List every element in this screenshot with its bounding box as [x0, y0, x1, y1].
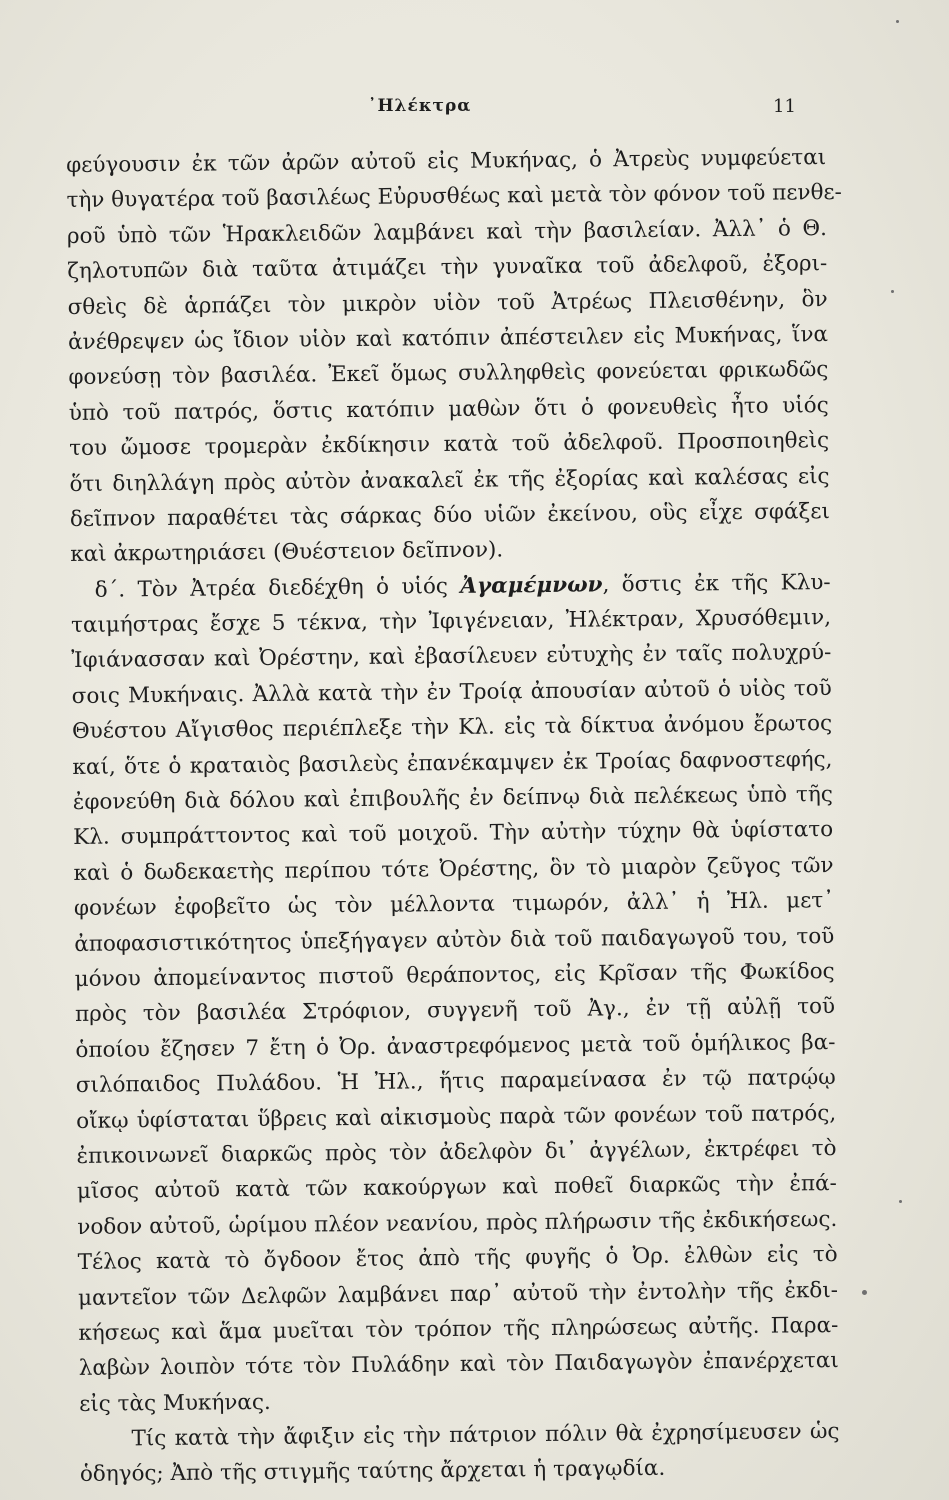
body-text	[66, 140, 843, 1493]
text-line: ταιμήστρας ἔσχε 5 τέκνα, τὴν Ἰφιγένειαν, Ἠλέκτραν, Χρυσόθεμιν,	[70, 605, 832, 639]
ink-speck	[896, 20, 899, 23]
text-line: σιλόπαιδος Πυλάδου. Ἡ Ἠλ., ἥτις παραμείνασα ἐν τῷ πατρῴῳ	[75, 1065, 836, 1099]
text-line: του ὤμοσε τρομερὰν ἐκδίκησιν κατὰ τοῦ ἀδελφοῦ. Προσποιηθεὶς	[69, 428, 830, 462]
page-number: 11	[773, 96, 796, 117]
text-line: δεῖπνον παραθέτει τὰς σάρκας δύο υἱῶν ἐκείνου, οὓς εἶχε σφάξει	[69, 498, 830, 532]
text-line: φονεύσῃ τὸν βασιλέα. Ἐκεῖ ὅμως συλληφθεὶς φονεύεται φρικωδῶς	[68, 357, 829, 391]
text-line: φεύγουσιν ἐκ τῶν ἀρῶν αὐτοῦ εἰς Μυκήνας, ὁ Ἀτρεὺς νυμφεύεται	[66, 145, 827, 178]
text-line: ὁποίου ἔζησεν 7 ἔτη ὁ Ὀρ. ἀναστρεφόμενος μετὰ τοῦ ὁμήλικος βα-	[75, 1029, 836, 1063]
text-line: οἴκῳ ὑφίσταται ὕβρεις καὶ αἰκισμοὺς παρὰ τῶν φονέων τοῦ πατρός,	[76, 1100, 837, 1134]
text-line: κήσεως καὶ ἅμα μυεῖται τὸν τρόπον τῆς πληρώσεως αὐτῆς. Παρα-	[78, 1312, 839, 1346]
text-line: σοις Μυκήναις. Ἀλλὰ κατὰ τὴν ἐν Τροίᾳ ἀπουσίαν αὐτοῦ ὁ υἱὸς τοῦ	[71, 675, 832, 709]
text-line: μῖσος αὐτοῦ κατὰ τῶν κακούργων καὶ ποθεῖ διαρκῶς τὴν ἐπά-	[76, 1171, 838, 1205]
text-line: ζηλοτυπῶν διὰ ταῦτα ἀτιμάζει τὴν γυναῖκα τοῦ ἀδελφοῦ, ἐξορι-	[67, 251, 828, 285]
text-line: Τίς κατὰ τὴν ἄφιξιν εἰς τὴν πάτριον πόλιν θὰ ἐχρησίμευσεν ὡς	[131, 1419, 840, 1452]
text-segment: δ΄. Τὸν Ἀτρέα διεδέχθη ὁ υἱός	[94, 573, 449, 603]
text-segment: , ὅστις ἐκ τῆς Κλυ-	[602, 569, 831, 598]
text-line: ἀποφασιστικότητος ὑπεξήγαγεν αὐτὸν διὰ τοῦ παιδαγωγοῦ του, τοῦ	[74, 923, 835, 957]
text-line: Ἰφιάνασσαν καὶ Ὀρέστην, καὶ ἐβασίλευεν εὐτυχὴς ἐν ταῖς πολυχρύ-	[71, 640, 832, 674]
text-line: ροῦ ὑπὸ τῶν Ἡρακλειδῶν λαμβάνει καὶ τὴν βασιλείαν. Ἀλλ᾿ ὁ Θ.	[66, 215, 828, 249]
text-line: ἐφονεύθη διὰ δόλου καὶ ἐπιβουλῆς ἐν δείπνῳ διὰ πελέκεως ὑπὸ τῆς	[72, 782, 833, 815]
bold-name-agamemnon: Ἀγαμέμνων	[460, 572, 603, 599]
text-line: τὴν θυγατέρα τοῦ βασιλέως Εὐρυσθέως καὶ μετὰ τὸν φόνον τοῦ πενθε-	[66, 180, 843, 214]
text-line: καὶ ὁ δωδεκαετὴς περίπου τότε Ὀρέστης, ὃν τὸ μιαρὸν ζεῦγος τῶν	[73, 852, 834, 886]
text-line: ὑπὸ τοῦ πατρός, ὅστις κατόπιν μαθὼν ὅτι ὁ φονευθεὶς ἦτο υἱός	[68, 392, 829, 426]
text-line: μαντεῖον τῶν Δελφῶν λαμβάνει παρ᾿ αὐτοῦ τὴν ἐντολὴν τῆς ἐκδι-	[77, 1277, 839, 1311]
text-line: Θυέστου Αἴγισθος περιέπλεξε τὴν Κλ. εἰς τὰ δίκτυα ἀνόμου ἔρωτος	[71, 711, 833, 745]
text-line: καί, ὅτε ὁ κραταιὸς βασιλεὺς ἐπανέκαμψεν ἐκ Τροίας δαφνοστεφής,	[72, 746, 833, 780]
text-line: μόνου ἀπομείναντος πιστοῦ θεράποντος, εἰς Κρῖσαν τῆς Φωκίδος	[74, 958, 835, 992]
text-line: καὶ ἀκρωτηριάσει (Θυέστειον δεῖπνον).	[70, 537, 504, 568]
ink-speck	[891, 290, 894, 293]
text-line: ὁδηγός; Ἀπὸ τῆς στιγμῆς ταύτης ἄρχεται ἡ τραγῳδία.	[79, 1456, 666, 1488]
ink-speck	[862, 1290, 867, 1295]
text-line: ἀνέθρεψεν ὡς ἴδιον υἱὸν καὶ κατόπιν ἀπέστειλεν εἰς Μυκήνας, ἵνα	[67, 321, 829, 355]
text-line: Τέλος κατὰ τὸ ὄγδοον ἔτος ἀπὸ τῆς φυγῆς ὁ Ὀρ. ἐλθὼν εἰς τὸ	[77, 1242, 838, 1276]
text-line: φονέων ἐφοβεῖτο ὡς τὸν μέλλοντα τιμωρόν, ἀλλ᾿ ἡ Ἠλ. μετ᾿	[73, 888, 835, 922]
text-line: πρὸς τὸν βασιλέα Στρόφιον, συγγενῆ τοῦ Ἀγ., ἐν τῇ αὐλῇ τοῦ	[74, 994, 836, 1028]
text-line: εἰς τὰς Μυκήνας.	[79, 1389, 271, 1417]
text-line: Κλ. συμπράττοντος καὶ τοῦ μοιχοῦ. Τὴν αὐτὴν τύχην θὰ ὑφίστατο	[73, 817, 834, 851]
text-line: σθεὶς δὲ ἁρπάζει τὸν μικρὸν υἱὸν τοῦ Ἀτρέως Πλεισθένην, ὃν	[67, 286, 828, 320]
text-line: ἐπικοινωνεῖ διαρκῶς πρὸς τὸν ἀδελφὸν δι᾿ ἀγγέλων, ἐκτρέφει τὸ	[76, 1135, 837, 1169]
text-line: ὅτι διηλλάγη πρὸς αὐτὸν ἀνακαλεῖ ἐκ τῆς ἐξορίας καὶ καλέσας εἰς	[69, 463, 830, 497]
ink-speck	[899, 1200, 902, 1203]
running-title: ᾿Ηλέκτρα	[368, 96, 472, 116]
text-line: νοδον αὐτοῦ, ὡρίμου πλέον νεανίου, πρὸς πλήρωσιν τῆς ἐκδικήσεως.	[77, 1206, 838, 1240]
text-line: λαβὼν λοιπὸν τότε τὸν Πυλάδην καὶ τὸν Παιδαγωγὸν ἐπανέρχεται	[78, 1348, 839, 1382]
running-head	[0, 96, 949, 126]
